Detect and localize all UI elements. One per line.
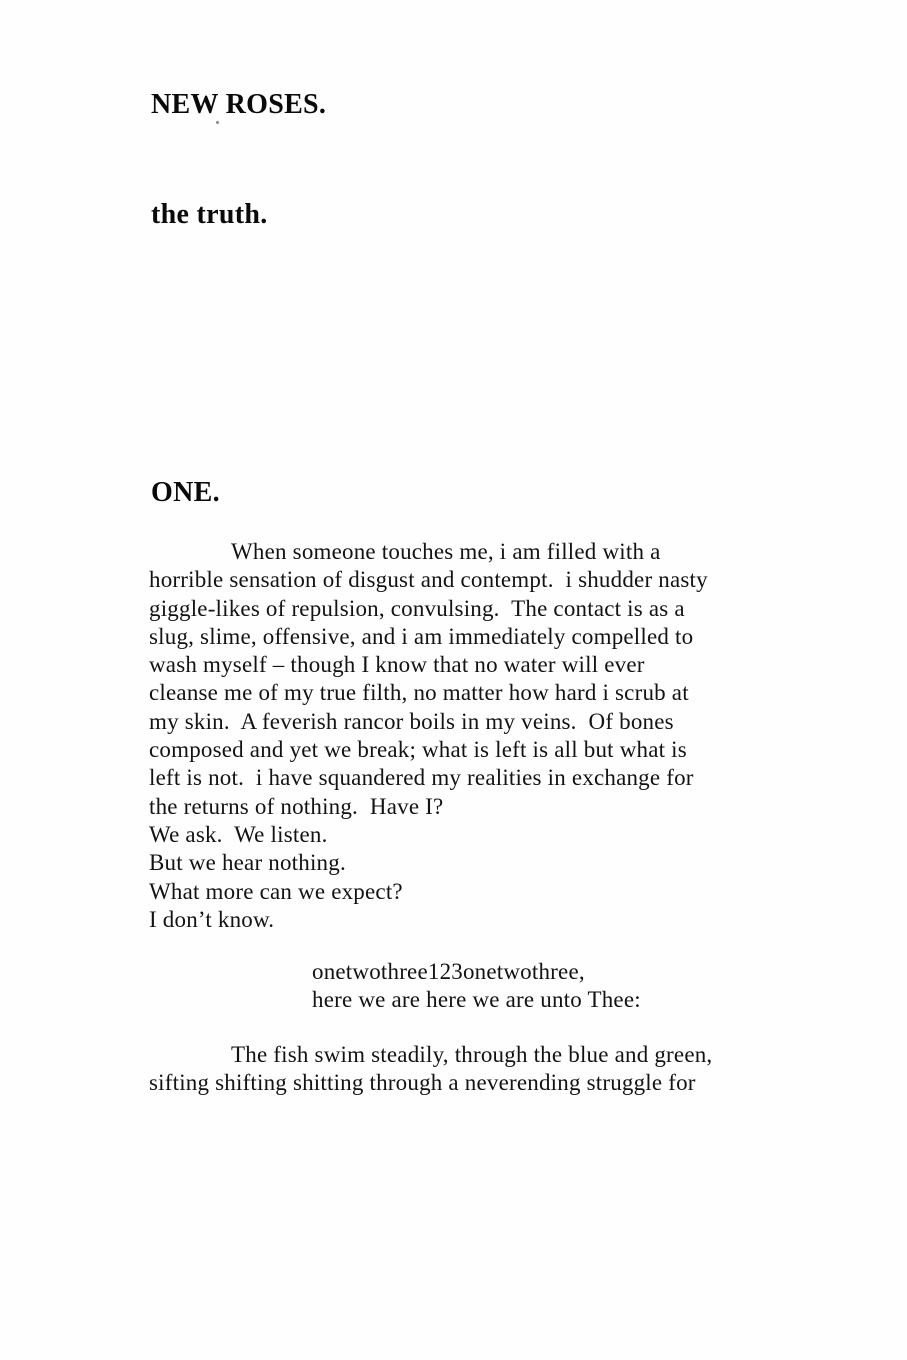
paragraph-line: I don’t know. <box>149 906 275 932</box>
paragraph-one <box>149 538 708 934</box>
paragraph-line: When someone touches me, i am filled with a <box>231 539 661 564</box>
paragraph-line: sifting shifting shitting through a neverending struggle for <box>149 1070 696 1096</box>
paragraph-line: What more can we expect? <box>149 878 403 904</box>
paragraph-line: The fish swim steadily, through the blue and green, <box>231 1042 713 1067</box>
couplet-line: onetwothree123onetwothree, <box>312 959 585 984</box>
scan-artifact-dot <box>216 121 219 124</box>
paragraph-line: But we hear nothing. <box>149 850 346 876</box>
page-subtitle: the truth. <box>151 199 268 230</box>
paragraph-two <box>149 1041 712 1098</box>
paragraph-line: the returns of nothing. Have I? <box>149 793 444 819</box>
paragraph-line: my skin. A feverish rancor boils in my veins. Of bones <box>149 708 674 734</box>
paragraph-line: composed and yet we break; what is left is all but what is <box>149 737 687 763</box>
paragraph-line: cleanse me of my true filth, no matter how hard i scrub at <box>149 680 689 706</box>
paragraph-line: horrible sensation of disgust and contempt. i shudder nasty <box>149 567 708 593</box>
indented-couplet <box>312 958 641 1015</box>
paragraph-line: slug, slime, offensive, and i am immediately compelled to <box>149 623 694 649</box>
paragraph-line: wash myself – though I know that no water will ever <box>149 652 645 678</box>
paragraph-line: giggle-likes of repulsion, convulsing. The contact is as a <box>149 595 685 621</box>
couplet-line: here we are here we are unto Thee: <box>312 987 641 1013</box>
page-title: NEW ROSES. <box>151 89 327 120</box>
paragraph-line: left is not. i have squandered my realities in exchange for <box>149 765 694 791</box>
section-heading: ONE. <box>151 477 220 508</box>
paragraph-line: We ask. We listen. <box>149 821 328 847</box>
